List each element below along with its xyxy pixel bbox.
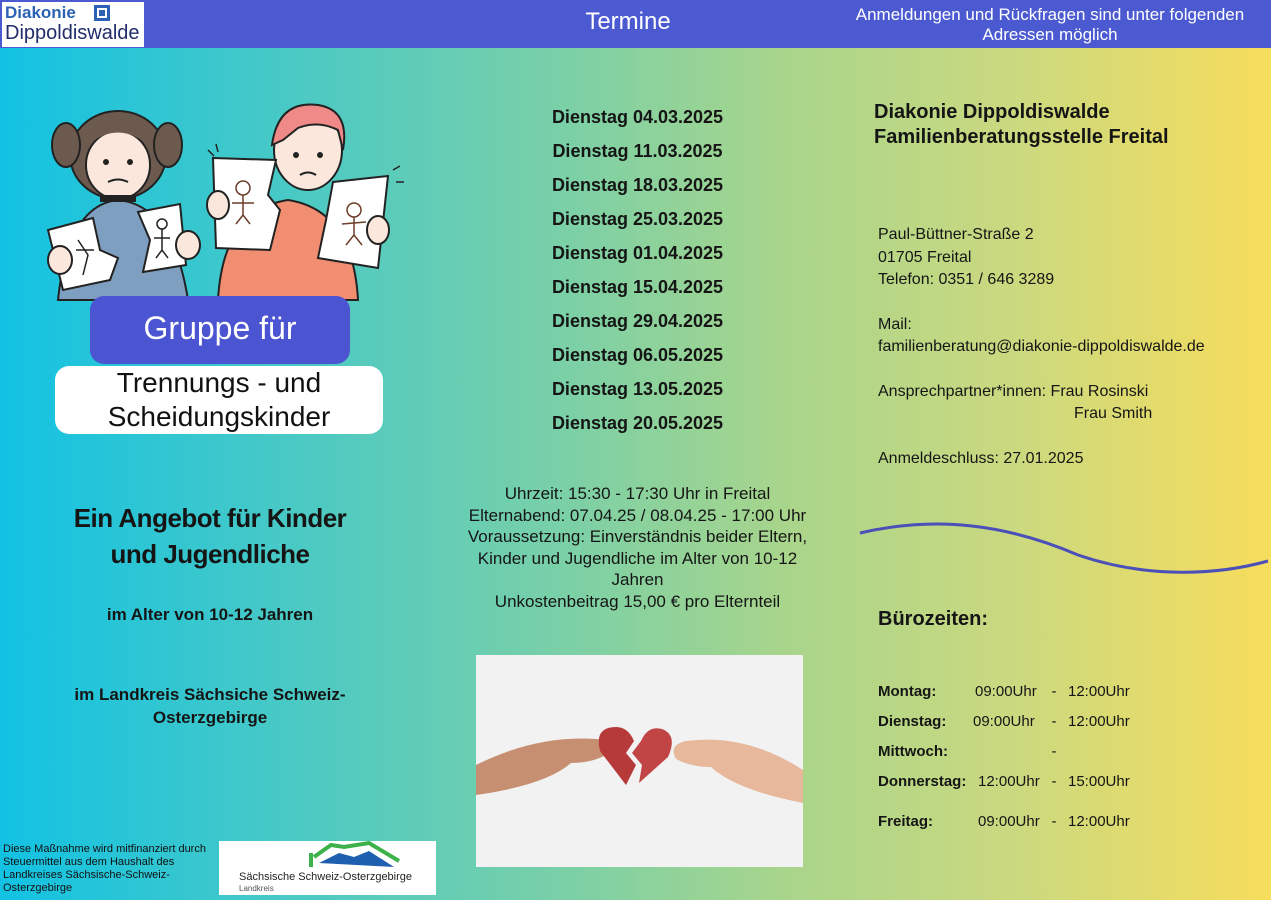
phone[interactable]: Telefon: 0351 / 646 3289 bbox=[878, 271, 1055, 288]
hours-to: 12:00Uhr bbox=[1068, 683, 1130, 700]
funding-note: Diese Maßnahme wird mitfinanziert durch Steuermittel aus dem Haushalt des Landkreises Sächsische-Schweiz-Osterzgebirge bbox=[3, 843, 206, 894]
date-item: Dienstag 13.05.2025 bbox=[551, 379, 724, 399]
region-line1: im Landkreis Sächsiche Schweiz- bbox=[74, 685, 346, 704]
age-text: im Alter von 10-12 Jahren bbox=[106, 605, 314, 624]
date-item: Dienstag 20.05.2025 bbox=[551, 413, 724, 433]
day-label: Freitag: bbox=[878, 813, 934, 830]
day-label: Dienstag: bbox=[878, 713, 947, 730]
header-title: Termine bbox=[585, 8, 671, 35]
group-title-box: Gruppe für bbox=[90, 296, 350, 364]
date-item: Dienstag 11.03.2025 bbox=[552, 141, 723, 161]
contact-block bbox=[878, 224, 1205, 470]
requirement-line1: Voraussetzung: Einverständnis beider Eltern, bbox=[467, 527, 808, 546]
org-line2: Familienberatungsstelle Freital bbox=[874, 126, 1169, 148]
mail-address[interactable]: familienberatung@diakonie-dippoldiswalde.de bbox=[878, 338, 1205, 355]
time-text: Uhrzeit: 15:30 - 17:30 Uhr in Freital bbox=[504, 484, 771, 503]
group-subtitle-box bbox=[55, 366, 383, 434]
date-item: Dienstag 29.04.2025 bbox=[551, 311, 724, 331]
date-item: Dienstag 01.04.2025 bbox=[551, 243, 724, 263]
region-line2: Osterzgebirge bbox=[152, 708, 268, 727]
logo-line1: Diakonie bbox=[5, 3, 76, 22]
fee-text: Unkostenbeitrag 15,00 € pro Elternteil bbox=[494, 591, 781, 611]
day-label: Donnerstag: bbox=[878, 773, 967, 790]
date-item: Dienstag 04.03.2025 bbox=[551, 107, 724, 127]
mountain-logo-icon bbox=[219, 841, 436, 875]
region-text bbox=[60, 683, 360, 729]
header-note: Anmeldungen und Rückfragen sind unter folgenden Adressen möglich bbox=[855, 5, 1245, 44]
group-subtitle-line1: Trennungs - und bbox=[116, 367, 322, 398]
hours-separator: - bbox=[1051, 813, 1057, 830]
offer-line2: und Jugendliche bbox=[110, 539, 310, 569]
hours-from: 09:00Uhr bbox=[978, 813, 1040, 830]
street: Paul-Büttner-Straße 2 bbox=[878, 226, 1034, 243]
hours-from: 12:00Uhr bbox=[978, 773, 1040, 790]
hours-separator: - bbox=[1051, 683, 1057, 700]
org-heading bbox=[874, 100, 1169, 150]
requirement-line2: Kinder und Jugendliche im Alter von 10-12 bbox=[477, 548, 798, 568]
diakonie-cross-icon bbox=[94, 5, 110, 21]
contact-persons: Ansprechpartner*innen: Frau Rosinski bbox=[878, 382, 1149, 400]
hours-to: 15:00Uhr bbox=[1068, 773, 1130, 790]
hours-to: 12:00Uhr bbox=[1068, 713, 1130, 730]
date-item: Dienstag 15.04.2025 bbox=[551, 277, 724, 297]
date-item: Dienstag 25.03.2025 bbox=[551, 209, 724, 229]
city: 01705 Freital bbox=[878, 248, 972, 266]
hours-from: 09:00Uhr bbox=[975, 683, 1037, 700]
contact-person-2: Frau Smith bbox=[1074, 405, 1153, 422]
parents-evening-text: Elternabend: 07.04.25 / 08.04.25 - 17:00 Uhr bbox=[468, 505, 807, 525]
hours-separator: - bbox=[1051, 713, 1057, 730]
office-hours-title: Bürozeiten: bbox=[878, 608, 988, 630]
diakonie-logo[interactable] bbox=[2, 2, 144, 47]
mail-label: Mail: bbox=[878, 315, 912, 333]
header-bar bbox=[0, 0, 1271, 48]
day-label: Mittwoch: bbox=[878, 743, 948, 760]
decorative-wave bbox=[858, 515, 1270, 580]
registration-deadline: Anmeldeschluss: 27.01.2025 bbox=[878, 449, 1084, 467]
requirement-line3: Jahren bbox=[611, 570, 664, 589]
landkreis-logo[interactable] bbox=[219, 841, 436, 895]
day-label: Montag: bbox=[878, 683, 937, 700]
hours-from: 09:00Uhr bbox=[973, 713, 1035, 730]
hours-separator: - bbox=[1051, 743, 1057, 760]
offer-heading bbox=[50, 500, 370, 572]
date-item: Dienstag 06.05.2025 bbox=[551, 345, 724, 365]
hours-separator: - bbox=[1051, 773, 1057, 790]
offer-line1: Ein Angebot für Kinder bbox=[73, 503, 347, 533]
landkreis-sub: Landkreis bbox=[239, 884, 274, 893]
date-list bbox=[520, 104, 755, 444]
org-line1: Diakonie Dippoldiswalde bbox=[874, 101, 1110, 123]
details-block bbox=[440, 483, 835, 612]
hours-to: 12:00Uhr bbox=[1068, 813, 1130, 830]
children-illustration bbox=[38, 100, 408, 315]
logo-line2: Dippoldiswalde bbox=[5, 22, 140, 44]
landkreis-name: Sächsische Schweiz-Osterzgebirge bbox=[239, 871, 413, 883]
broken-heart-photo bbox=[476, 655, 803, 867]
broken-heart-icon bbox=[476, 655, 803, 867]
date-item: Dienstag 18.03.2025 bbox=[551, 175, 724, 195]
group-subtitle-line2: Scheidungskinder bbox=[107, 401, 331, 432]
